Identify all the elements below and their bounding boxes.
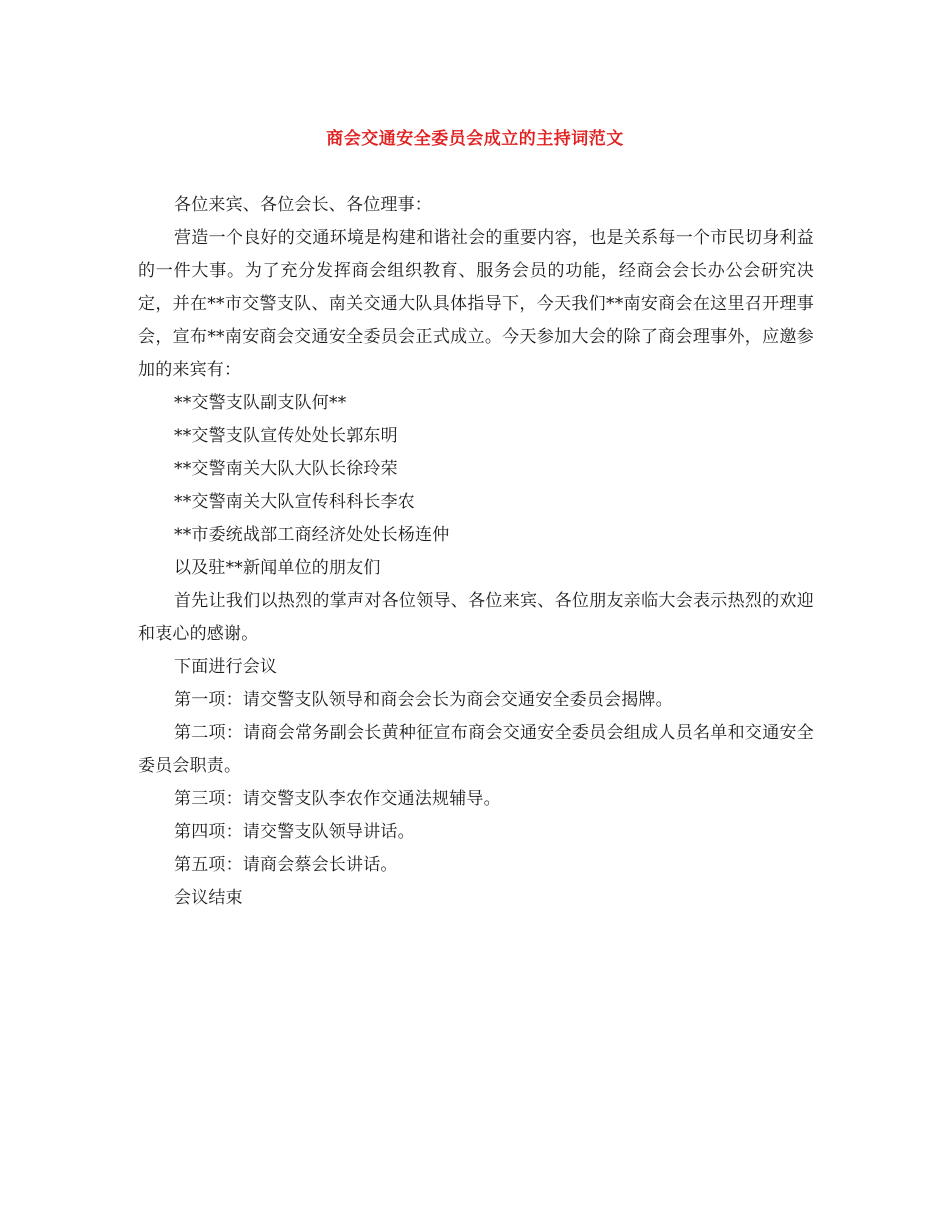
document-title: 商会交通安全委员会成立的主持词范文 [326, 129, 624, 149]
document-body [138, 189, 814, 915]
guest-list-item: **交警支队宣传处处长郭东明 [174, 426, 398, 446]
guest-list-item: **交警支队副支队何** [174, 393, 347, 413]
agenda-item: 第一项：请交警支队领导和商会会长为商会交通安全委员会揭牌。 [174, 690, 673, 710]
guest-list-item: 以及驻**新闻单位的朋友们 [174, 558, 381, 578]
welcome-paragraph: 首先让我们以热烈的掌声对各位领导、各位来宾、各位朋友亲临大会表示热烈的欢迎和衷心的感谢。 [138, 591, 814, 644]
closing-line: 会议结束 [174, 888, 243, 908]
guest-list-item: **交警南关大队宣传科科长李农 [174, 492, 415, 512]
agenda-item: 第五项：请商会蔡会长讲话。 [174, 855, 398, 875]
guest-list-item: **交警南关大队大队长徐玲荣 [174, 459, 398, 479]
agenda-item: 第四项：请交警支队领导讲话。 [174, 822, 415, 842]
guest-list-item: **市委统战部工商经济处处长杨连仲 [174, 525, 450, 545]
agenda-intro: 下面进行会议 [174, 657, 278, 677]
agenda-item: 第三项：请交警支队李农作交通法规辅导。 [174, 789, 501, 809]
opening-paragraph: 营造一个良好的交通环境是构建和谐社会的重要内容，也是关系每一个市民切身利益的一件大事。为了充分发挥商会组织教育、服务会员的功能，经商会会长办公会研究决定，并在**市交警支队、南关交通大队具体指导下，今天我们**南安商会在这里召开理事会，宣布**南安商会交通安全委员会正式成立。今天参加大会的除了商会理事外，应邀参加的来宾有： [138, 228, 814, 380]
agenda-item: 第二项：请商会常务副会长黄种征宣布商会交通安全委员会组成人员名单和交通安全委员会职责。 [138, 723, 814, 776]
salutation: 各位来宾、各位会长、各位理事： [174, 195, 432, 215]
